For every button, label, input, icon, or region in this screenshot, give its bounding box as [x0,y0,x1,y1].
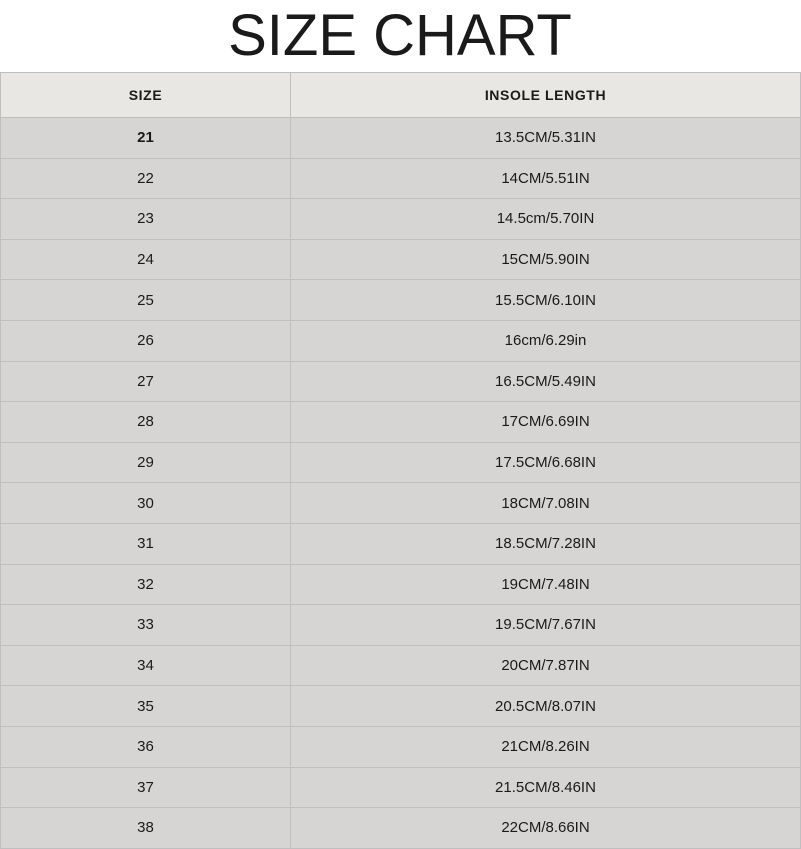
cell-size: 23 [1,199,291,240]
cell-insole-length: 19.5CM/7.67IN [291,605,801,646]
cell-insole-length: 15.5CM/6.10IN [291,280,801,321]
table-row [1,118,801,159]
table-row [1,564,801,605]
cell-insole-length: 17CM/6.69IN [291,402,801,443]
page-title: SIZE CHART [228,3,572,68]
cell-insole-length: 17.5CM/6.68IN [291,442,801,483]
cell-size: 38 [1,808,291,849]
cell-insole-length: 18.5CM/7.28IN [291,523,801,564]
size-chart-table [0,72,801,849]
cell-size: 33 [1,605,291,646]
table-row [1,726,801,767]
cell-insole-length: 16.5CM/5.49IN [291,361,801,402]
table-row [1,808,801,849]
table-row [1,239,801,280]
cell-size: 30 [1,483,291,524]
cell-size: 22 [1,158,291,199]
cell-size: 27 [1,361,291,402]
cell-size: 26 [1,320,291,361]
cell-insole-length: 15CM/5.90IN [291,239,801,280]
column-header-insole-length: INSOLE LENGTH [291,73,801,118]
cell-insole-length: 16cm/6.29in [291,320,801,361]
cell-size: 36 [1,726,291,767]
cell-insole-length: 22CM/8.66IN [291,808,801,849]
table-row [1,605,801,646]
cell-insole-length: 20.5CM/8.07IN [291,686,801,727]
table-row [1,442,801,483]
cell-insole-length: 20CM/7.87IN [291,645,801,686]
cell-insole-length: 14CM/5.51IN [291,158,801,199]
cell-size: 24 [1,239,291,280]
cell-size: 31 [1,523,291,564]
cell-size: 34 [1,645,291,686]
table-row [1,361,801,402]
table-row [1,645,801,686]
table-row [1,483,801,524]
cell-insole-length: 19CM/7.48IN [291,564,801,605]
table-row [1,523,801,564]
cell-insole-length: 21.5CM/8.46IN [291,767,801,808]
table-row [1,686,801,727]
cell-size: 35 [1,686,291,727]
cell-size: 37 [1,767,291,808]
cell-insole-length: 21CM/8.26IN [291,726,801,767]
table-row [1,320,801,361]
cell-insole-length: 13.5CM/5.31IN [291,118,801,159]
table-row [1,199,801,240]
table-row [1,158,801,199]
table-header-row [1,73,801,118]
cell-insole-length: 14.5cm/5.70IN [291,199,801,240]
table-row [1,402,801,443]
table-body [1,118,801,849]
cell-size: 32 [1,564,291,605]
cell-size: 28 [1,402,291,443]
cell-insole-length: 18CM/7.08IN [291,483,801,524]
table-header [1,73,801,118]
column-header-size: SIZE [1,73,291,118]
cell-size: 21 [1,118,291,159]
table-row [1,767,801,808]
table-row [1,280,801,321]
cell-size: 25 [1,280,291,321]
cell-size: 29 [1,442,291,483]
